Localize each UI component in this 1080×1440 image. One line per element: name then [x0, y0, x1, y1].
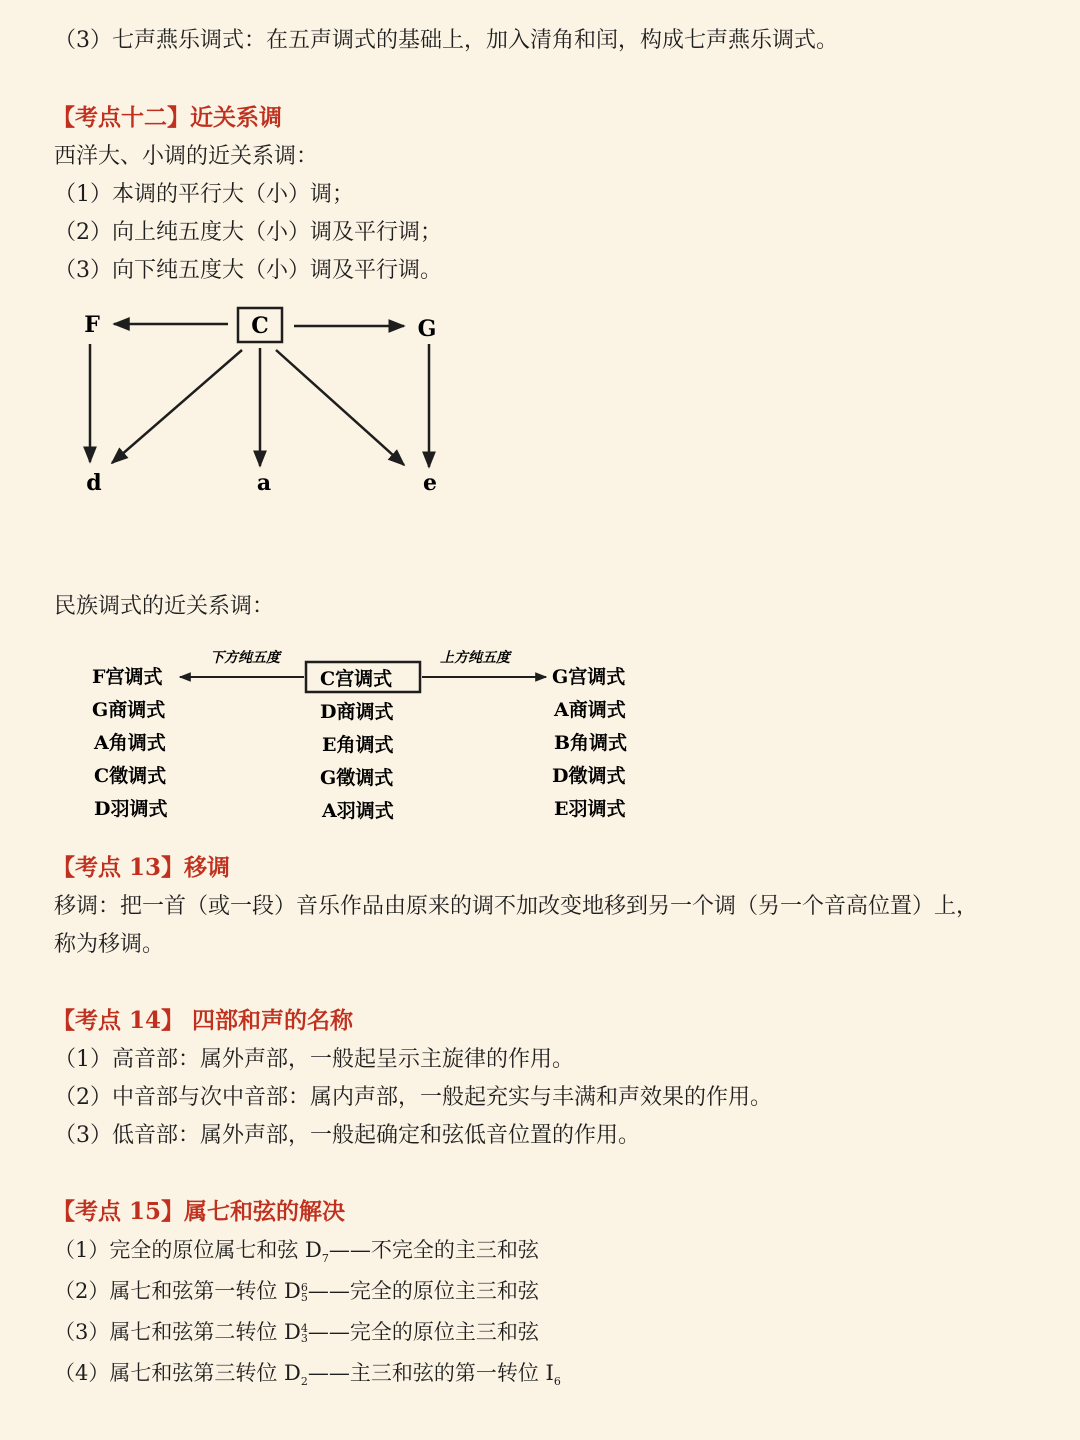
upper-mode-1: G宫调式 [552, 666, 626, 688]
chord-superscript: 6 [300, 1280, 308, 1294]
chord-text: （2）属七和弦第一转位 D [54, 1279, 301, 1303]
upper-fifth-column [552, 665, 627, 820]
chord-figure [300, 1321, 308, 1345]
folk-key-diagram [80, 640, 680, 830]
upper-fifth-label: 上方纯五度 [440, 650, 510, 666]
lower-mode-4: C徵调式 [94, 765, 167, 787]
modes-line-3: （3）七声燕乐调式：在五声调式的基础上，加入清角和闰，构成七声燕乐调式。 [54, 28, 838, 53]
bottom-mid-key-label: a [256, 470, 272, 496]
folk-key-diagram-svg [80, 640, 680, 830]
chord-resolution: ——完全的原位主三和弦 [307, 1279, 539, 1303]
chord-figure [300, 1280, 308, 1304]
chord-text: （4）属七和弦第三转位 D [54, 1361, 301, 1385]
chord-resolution: ——不完全的主三和弦 [328, 1238, 539, 1262]
center-key-label: C [251, 313, 269, 339]
section-14-heading: 【考点 14】 四部和声的名称 [52, 1007, 354, 1034]
section-14-item-1: （1）高音部：属外声部，一般起呈示主旋律的作用。 [54, 1047, 574, 1072]
center-mode-5: A羽调式 [322, 800, 394, 822]
chord-resolution: ——主三和弦的第一转位 I [307, 1361, 554, 1385]
chord-superscript: 4 [300, 1321, 308, 1335]
folk-intro: 民族调式的近关系调： [54, 594, 275, 619]
western-key-diagram [70, 300, 470, 510]
section-15-item-2 [54, 1276, 539, 1306]
chord-subscript: 7 [321, 1252, 329, 1266]
section-12-item-2: （2）向上纯五度大（小）调及平行调； [54, 220, 442, 245]
arrow-c-to-d [112, 350, 242, 463]
center-mode-4: G徵调式 [320, 767, 394, 789]
lower-fifth-label: 下方纯五度 [210, 650, 280, 666]
arrow-c-to-e [276, 350, 404, 465]
bottom-left-key-label: d [86, 470, 102, 496]
right-key-label: G [417, 316, 437, 342]
lower-mode-5: D羽调式 [94, 798, 168, 820]
upper-mode-2: A商调式 [554, 699, 626, 721]
lower-mode-3: A角调式 [94, 732, 166, 754]
lower-fifth-column [92, 665, 167, 820]
chord-subscript: 3 [300, 1331, 308, 1345]
section-13-heading: 【考点 13】移调 [52, 854, 231, 881]
lower-mode-2: G商调式 [92, 699, 166, 721]
left-key-label: F [84, 312, 100, 338]
section-14-item-3: （3）低音部：属外声部，一般起确定和弦低音位置的作用。 [54, 1123, 640, 1148]
chord-text: （1）完全的原位属七和弦 D [54, 1238, 322, 1262]
lower-mode-1: F宫调式 [92, 666, 163, 688]
section-15-heading: 【考点 15】属七和弦的解决 [52, 1198, 346, 1225]
center-mode-1: C宫调式 [320, 668, 393, 690]
center-column [320, 667, 394, 822]
upper-mode-4: D徵调式 [552, 765, 626, 787]
upper-mode-3: B角调式 [554, 732, 628, 754]
bottom-right-key-label: e [423, 470, 437, 496]
center-mode-3: E角调式 [322, 734, 394, 756]
western-key-diagram-svg [70, 300, 470, 510]
section-12-item-1: （1）本调的平行大（小）调； [54, 182, 354, 207]
tonic-inversion-subscript: 6 [553, 1375, 561, 1389]
chord-subscript: 2 [300, 1375, 308, 1389]
chord-text: （3）属七和弦第二转位 D [54, 1320, 301, 1344]
section-14-item-2: （2）中音部与次中音部：属内声部，一般起充实与丰满和声效果的作用。 [54, 1085, 772, 1110]
section-12-intro: 西洋大、小调的近关系调： [54, 144, 319, 169]
section-15-item-3 [54, 1317, 539, 1347]
center-mode-2: D商调式 [320, 701, 394, 723]
section-15-item-4 [54, 1358, 561, 1397]
section-12-item-3: （3）向下纯五度大（小）调及平行调。 [54, 258, 442, 283]
section-13-body-1: 移调：把一首（或一段）音乐作品由原来的调不加改变地移到另一个调（另一个音高位置）上， [54, 894, 979, 919]
upper-mode-5: E羽调式 [554, 798, 626, 820]
section-12-heading: 【考点十二】近关系调 [52, 104, 282, 131]
chord-subscript: 5 [300, 1290, 308, 1304]
section-13-body-2: 称为移调。 [54, 932, 165, 957]
section-15-item-1 [54, 1235, 539, 1274]
chord-resolution: ——完全的原位主三和弦 [307, 1320, 539, 1344]
